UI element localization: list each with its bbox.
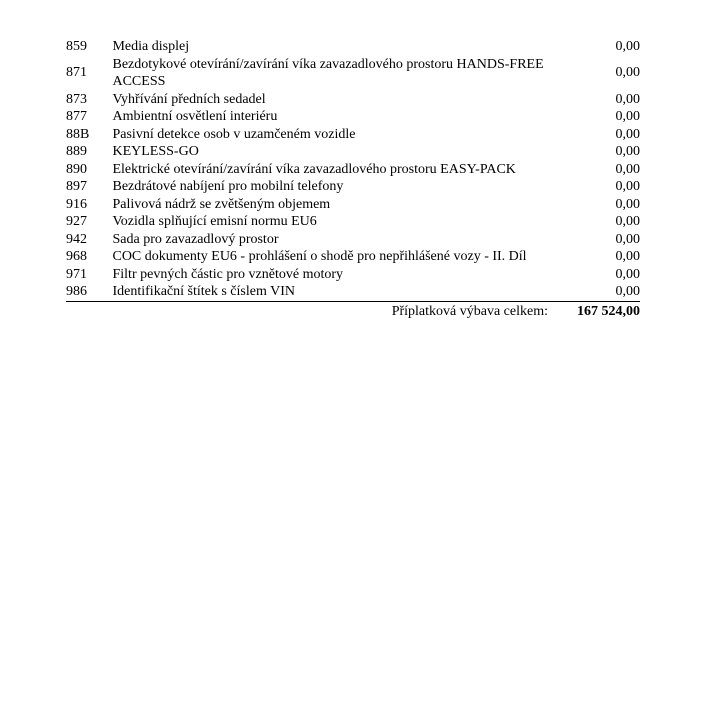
- summary-total: 167 524,00: [577, 303, 640, 319]
- item-code: 971: [66, 266, 87, 282]
- equipment-list: [66, 38, 640, 320]
- table-row: [66, 178, 640, 196]
- item-description: Identifikační štítek s číslem VIN: [112, 283, 563, 301]
- item-description: KEYLESS-GO: [112, 144, 199, 159]
- item-price: 0,00: [615, 249, 640, 264]
- item-price: 0,00: [615, 65, 640, 81]
- equipment-table: [66, 38, 640, 302]
- table-row: [66, 213, 640, 231]
- item-price: 0,00: [615, 266, 640, 282]
- item-code: 889: [66, 144, 87, 159]
- table-row: [66, 143, 640, 161]
- item-code: 986: [66, 283, 112, 301]
- item-description: Vyhřívání předních sedadel: [112, 91, 266, 107]
- item-price: 0,00: [615, 231, 640, 247]
- item-price: 0,00: [615, 179, 640, 194]
- item-description: Filtr pevných částic pro vznětové motory: [112, 266, 344, 282]
- equipment-table-body: [66, 38, 640, 301]
- item-code: 88B: [66, 126, 90, 142]
- table-row: [66, 231, 640, 249]
- item-description: Sada pro zavazadlový prostor: [112, 231, 279, 247]
- table-row: [66, 248, 640, 266]
- table-row: [66, 38, 640, 56]
- item-description: Pasivní detekce osob v uzamčeném vozidle: [112, 126, 356, 142]
- item-description: Bezdotykové otevírání/zavírání víka zavazadlového prostoru HANDS-FREE ACCESS: [112, 56, 544, 89]
- item-code: 942: [66, 231, 87, 247]
- table-row: [66, 126, 640, 144]
- item-code: 871: [66, 65, 87, 81]
- item-price: 0,00: [615, 91, 640, 107]
- item-code: 968: [66, 249, 87, 264]
- item-description: Bezdrátové nabíjení pro mobilní telefony: [112, 179, 344, 194]
- item-description: Vozidla splňující emisní normu EU6: [112, 214, 317, 229]
- item-code: 897: [66, 179, 87, 194]
- item-price: 0,00: [563, 283, 640, 301]
- table-row: [66, 161, 640, 179]
- table-row: [66, 91, 640, 109]
- item-price: 0,00: [615, 126, 640, 142]
- item-code: 859: [66, 39, 87, 54]
- item-description: Media displej: [112, 39, 190, 54]
- item-description: Elektrické otevírání/zavírání víka zavazadlového prostoru EASY-PACK: [112, 161, 516, 177]
- table-row: [66, 56, 640, 91]
- item-price: 0,00: [615, 161, 640, 177]
- item-code: 927: [66, 214, 87, 229]
- item-price: 0,00: [615, 196, 640, 212]
- table-row: [66, 196, 640, 214]
- table-row: [66, 108, 640, 126]
- item-code: 873: [66, 91, 87, 107]
- item-description: COC dokumenty EU6 - prohlášení o shodě pro nepřihlášené vozy - II. Díl: [112, 249, 527, 264]
- item-code: 890: [66, 161, 87, 177]
- item-price: 0,00: [615, 109, 640, 124]
- item-description: Ambientní osvětlení interiéru: [112, 109, 278, 124]
- item-code: 916: [66, 196, 87, 212]
- summary-label: Příplatková výbava celkem:: [391, 303, 548, 319]
- item-price: 0,00: [615, 214, 640, 229]
- item-code: 877: [66, 109, 87, 124]
- table-row: [66, 266, 640, 284]
- item-price: 0,00: [615, 39, 640, 54]
- item-description: Palivová nádrž se zvětšeným objemem: [112, 196, 331, 212]
- summary-row: [66, 303, 640, 320]
- item-price: 0,00: [615, 144, 640, 159]
- table-row: [66, 283, 640, 301]
